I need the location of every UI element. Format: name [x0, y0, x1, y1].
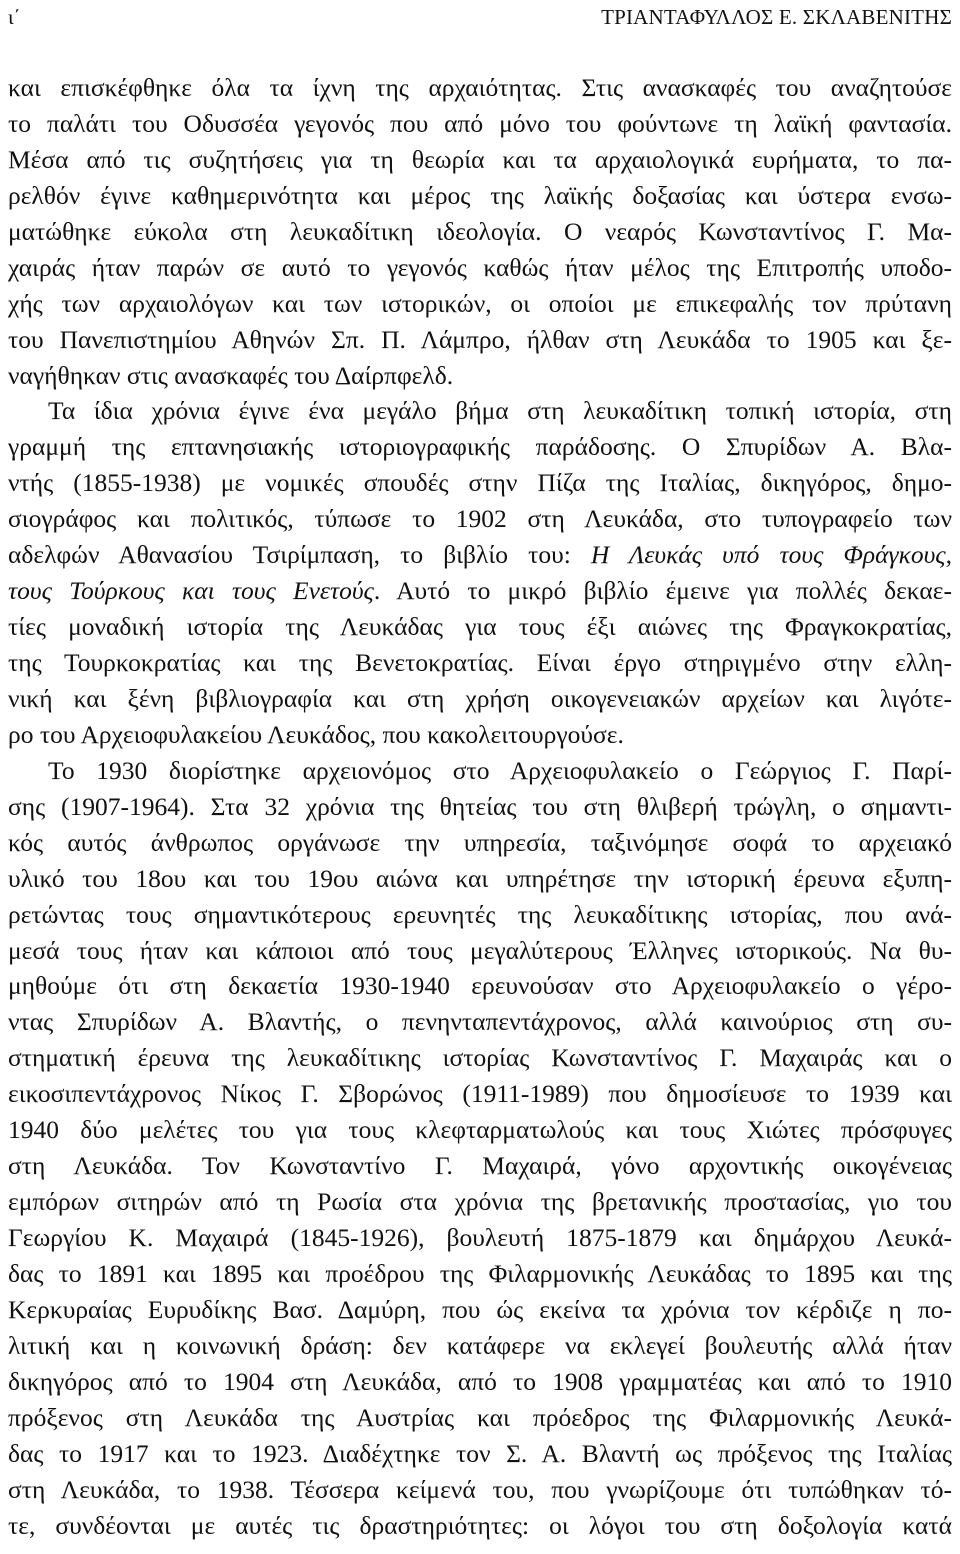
text-line: χής των αρχαιολόγων και των ιστορικών, οι οποίοι με επικεφαλής τον πρύτανη: [8, 288, 952, 318]
text-line: Γεωργίου Κ. Μαχαιρά (1845-1926), βουλευτή 1875-1879 και δημάρχου Λευκά-: [8, 1223, 952, 1252]
text-line: νική και ξένη βιβλιογραφία και στη χρήση οικογενειακών αρχείων και λιγότε-: [8, 683, 952, 713]
text-line: στη Λευκάδα. Τον Κωνσταντίνο Γ. Μαχαιρά, γόνο αρχοντικής οικογένειας: [8, 1151, 952, 1181]
text-line: υλικό του 18ου και του 19ου αιώνα και υπηρέτησε την ιστορική έρευνα εξυπη-: [8, 863, 952, 893]
text-line: ντής (1855-1938) με νομικές σπουδές στην Πίζα της Ιταλίας, δικηγόρος, δημο-: [8, 468, 952, 498]
paragraph-start-line: Τα ίδια χρόνια έγινε ένα μεγάλο βήμα στη λευκαδίτικη τοπική ιστορία, στη: [48, 396, 952, 426]
book-title-part1: Η Λευκάς υπό τους Φράγκους,: [590, 540, 952, 570]
text-line: του Πανεπιστημίου Αθηνών Σπ. Π. Λάμπρο, ήλθαν στη Λευκάδα το 1905 και ξε-: [8, 324, 952, 354]
paragraph-start-line: Το 1930 διορίστηκε αρχειονόμος στο Αρχειοφυλακείο ο Γεώργιος Γ. Παρί-: [48, 755, 952, 785]
page-header: [8, 2, 952, 32]
text-line: στη Λευκάδα, το 1938. Τέσσερα κείμενά του, που γνωρίζουμε ότι τυπώθηκαν τό-: [8, 1474, 952, 1504]
text-line: Μέσα από τις συζητήσεις για τη θεωρία και τα αρχαιολογικά ευρήματα, το πα-: [8, 144, 952, 174]
text-line-segment: . Αυτό το μικρό βιβλίο έμεινε για πολλές δεκαε-: [373, 576, 952, 606]
text-line: 1940 δύο μελέτες του για τους κλεφταρματωλούς και τους Χιώτες πρόσφυγες: [8, 1115, 952, 1145]
text-line: γραμμή της επτανησιακής ιστοριογραφικής παράδοσης. Ο Σπυρίδων Α. Βλα-: [8, 432, 952, 462]
text-line: εικοσιπεντάχρονος Νίκος Γ. Σβορώνος (1911-1989) που δημοσίευσε το 1939 και: [8, 1079, 952, 1109]
text-line: ματώθηκε εύκολα στη λευκαδίτικη ιδεολογία. Ο νεαρός Κωνσταντίνος Γ. Μα-: [8, 216, 952, 246]
text-line: σιογράφος και πολιτικός, τύπωσε το 1902 στη Λευκάδα, στο τυπογραφείο των: [8, 504, 952, 534]
book-title-part2: τους Τούρκους και τους Ενετούς: [8, 576, 374, 606]
text-line: στηματική έρευνα της λευκαδίτικης ιστορίας Κωνσταντίνος Γ. Μαχαιράς και ο: [8, 1043, 952, 1073]
text-line: ρελθόν έγινε καθημερινότητα και μέρος της λαϊκής δοξασίας και ύστερα ενσω-: [8, 180, 952, 210]
text-line: κός αυτός άνθρωπος οργάνωσε την υπηρεσία, ταξινόμησε σοφά το αρχειακό: [8, 827, 952, 857]
text-line: το παλάτι του Οδυσσέα γεγονός που από μόνο του φούντωνε τη λαϊκή φαντασία.: [8, 108, 952, 138]
text-line: ντας Σπυρίδων Α. Βλαντής, ο πενηνταπεντάχρονος, αλλά καινούριος στη συ-: [8, 1007, 952, 1037]
text-line: μηθούμε ότι στη δεκαετία 1930-1940 ερευνούσαν στο Αρχειοφυλακείο ο γέρο-: [8, 971, 952, 1001]
body-text: [8, 70, 952, 1543]
text-line: ναγήθηκαν στις ανασκαφές του Δαίρπφελδ.: [8, 360, 454, 390]
text-line: εμπόρων σιτηρών από τη Ρωσία στα χρόνια της βρετανικής προστασίας, γιο του: [8, 1187, 952, 1217]
page-number: ι΄: [8, 5, 21, 29]
text-line-with-title: [8, 573, 952, 609]
text-line-with-title: [8, 537, 952, 573]
text-line: Κερκυραίας Ευρυδίκης Βασ. Δαμύρη, που ώς εκείνα τα χρόνια τον κέρδιζε η πο-: [8, 1294, 952, 1324]
text-line: δικηγόρος από το 1904 στη Λευκάδα, από το 1908 γραμματέας και από το 1910: [8, 1366, 952, 1396]
text-line: ρο του Αρχειοφυλακείου Λευκάδος, που κακολειτουργούσε.: [8, 719, 624, 749]
text-line: λιτική και η κοινωνική δράση: δεν κατάφερε να εκλεγεί βουλευτής αλλά ήταν: [8, 1330, 952, 1360]
text-line: δας το 1891 και 1895 και προέδρου της Φιλαρμονικής Λευκάδας το 1895 και της: [8, 1258, 952, 1288]
text-line: και επισκέφθηκε όλα τα ίχνη της αρχαιότητας. Στις ανασκαφές του αναζητούσε: [8, 73, 952, 102]
text-line-segment: αδελφών Αθανασίου Τσιρίμπαση, το βιβλίο του:: [8, 540, 571, 570]
text-line: χαιράς ήταν παρών σε αυτό το γεγονός καθώς ήταν μέλος της Επιτροπής υποδο-: [8, 252, 952, 282]
text-line: πρόξενος στη Λευκάδα της Αυστρίας και πρόεδρος της Φιλαρμονικής Λευκά-: [8, 1402, 952, 1432]
text-line: της Τουρκοκρατίας και της Βενετοκρατίας. Είναι έργο στηριγμένο στην ελλη-: [8, 648, 952, 677]
text-line: ρετώντας τους σημαντικότερους ερευνητές της λευκαδίτικης ιστορίας, που ανά-: [8, 899, 952, 929]
text-line: τίες μοναδική ιστορία της Λευκάδας για τους έξι αιώνες της Φραγκοκρατίας,: [8, 612, 952, 642]
text-line: σης (1907-1964). Στα 32 χρόνια της θητείας του στη θλιβερή τρώγλη, ο σημαντι-: [8, 791, 952, 821]
text-line: μεσά τους ήταν και κάποιοι από τους μεγαλύτερους Έλληνες ιστορικούς. Να θυ-: [8, 935, 952, 965]
text-line: δας το 1917 και το 1923. Διαδέχτηκε τον Σ. Α. Βλαντή ως πρόξενος της Ιταλίας: [8, 1438, 952, 1468]
text-line: τε, συνδέονται με αυτές τις δραστηριότητες: οι λόγοι του στη δοξολογία κατά: [8, 1510, 952, 1540]
running-head: ΤΡΙΑΝΤΑΦΥΛΛΟΣ Ε. ΣΚΛΑΒΕΝΙΤΗΣ: [601, 5, 952, 29]
